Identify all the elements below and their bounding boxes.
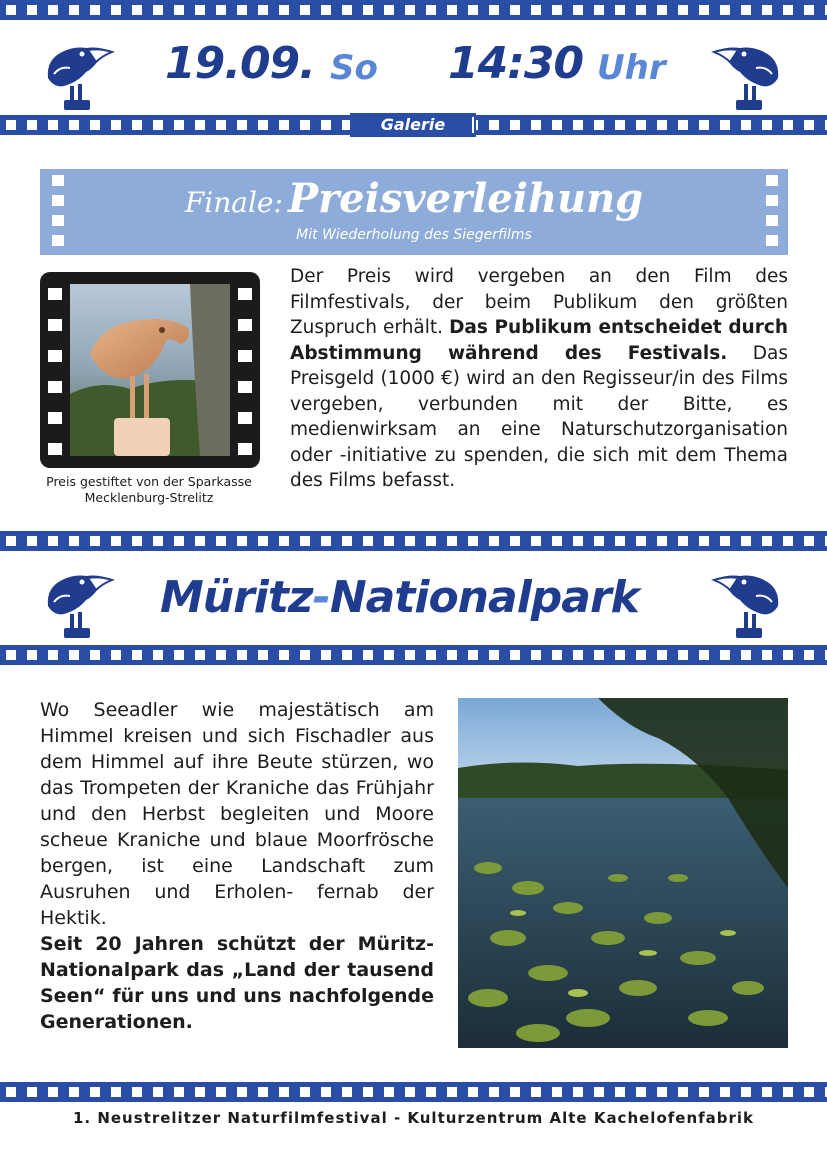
prize-description (290, 264, 788, 494)
banner-subtitle: Mit Wiederholung des Siegerfilms (296, 227, 532, 243)
bird-logo-icon (706, 38, 788, 114)
section-title-dash: - (312, 572, 330, 623)
prize-text-part1: Der Preis wird vergeben an den Film des Filmfestivals, der beim Publikum den größten Zuspruch erhält. (290, 266, 788, 338)
prize-text-part2: Das Preisgeld (1000 €) wird an den Regisseur/in des Films vergeben, verbunden mit der Bitte, es medienwirksam an eine Naturschutzorganisation oder -initiative zu spenden, die sich mit dem Thema des Films befasst. (290, 342, 788, 491)
event-time-unit: Uhr (597, 48, 666, 88)
event-day: So (330, 48, 378, 88)
footer-text: 1. Neustrelitzer Naturfilmfestival - Kulturzentrum Alte Kachelofenfabrik (72, 1109, 755, 1127)
film-strip-top (0, 0, 827, 20)
film-strip-bottom (0, 1082, 827, 1102)
bird-logo-icon (38, 566, 120, 642)
prize-text-bold: Das Publikum entscheidet durch Abstimmung während des Festivals. (290, 317, 788, 364)
bird-logo-icon (38, 38, 120, 114)
title-banner (40, 169, 788, 255)
venue-label: Galerie (350, 113, 476, 137)
banner-title (40, 175, 788, 222)
section-title-part1: Müritz (160, 572, 313, 623)
film-strip-middle (0, 531, 827, 551)
film-strip-section (0, 645, 827, 665)
frame-holes-right (238, 288, 252, 456)
section-title (160, 572, 639, 623)
event-time: 14:30 (448, 38, 584, 89)
banner-title-prefix: Finale: (184, 186, 283, 219)
frame-holes-left (48, 288, 62, 456)
park-text: Wo Seeadler wie majestätisch am Himmel kreisen und sich Fischadler aus dem Himmel auf ihre Beute stürzen, wo das Trompeten der Kraniche das Frühjahr und den Herbst begleiten und Moore scheue Kraniche und blaue Moorfrösche bergen, ist eine Landschaft zum Ausruhen und Erholen- fernab der Hektik. (40, 699, 434, 929)
prize-photo-caption: Preis gestiftet von der Sparkasse Mecklenburg-Strelitz (46, 474, 252, 505)
park-text-bold: Seit 20 Jahren schützt der Müritz-Nationalpark das „Land der tausend Seen“ für uns und uns nachfolgende Generationen. (40, 933, 434, 1033)
prize-photo (70, 284, 230, 456)
event-date: 19.09. (165, 38, 315, 89)
prize-photo-frame (40, 272, 260, 468)
banner-title-main: Preisverleihung (288, 175, 644, 222)
section-title-part2: Nationalpark (329, 572, 639, 623)
lake-photo (458, 698, 788, 1048)
bird-logo-icon (706, 566, 788, 642)
park-description (40, 697, 434, 1035)
